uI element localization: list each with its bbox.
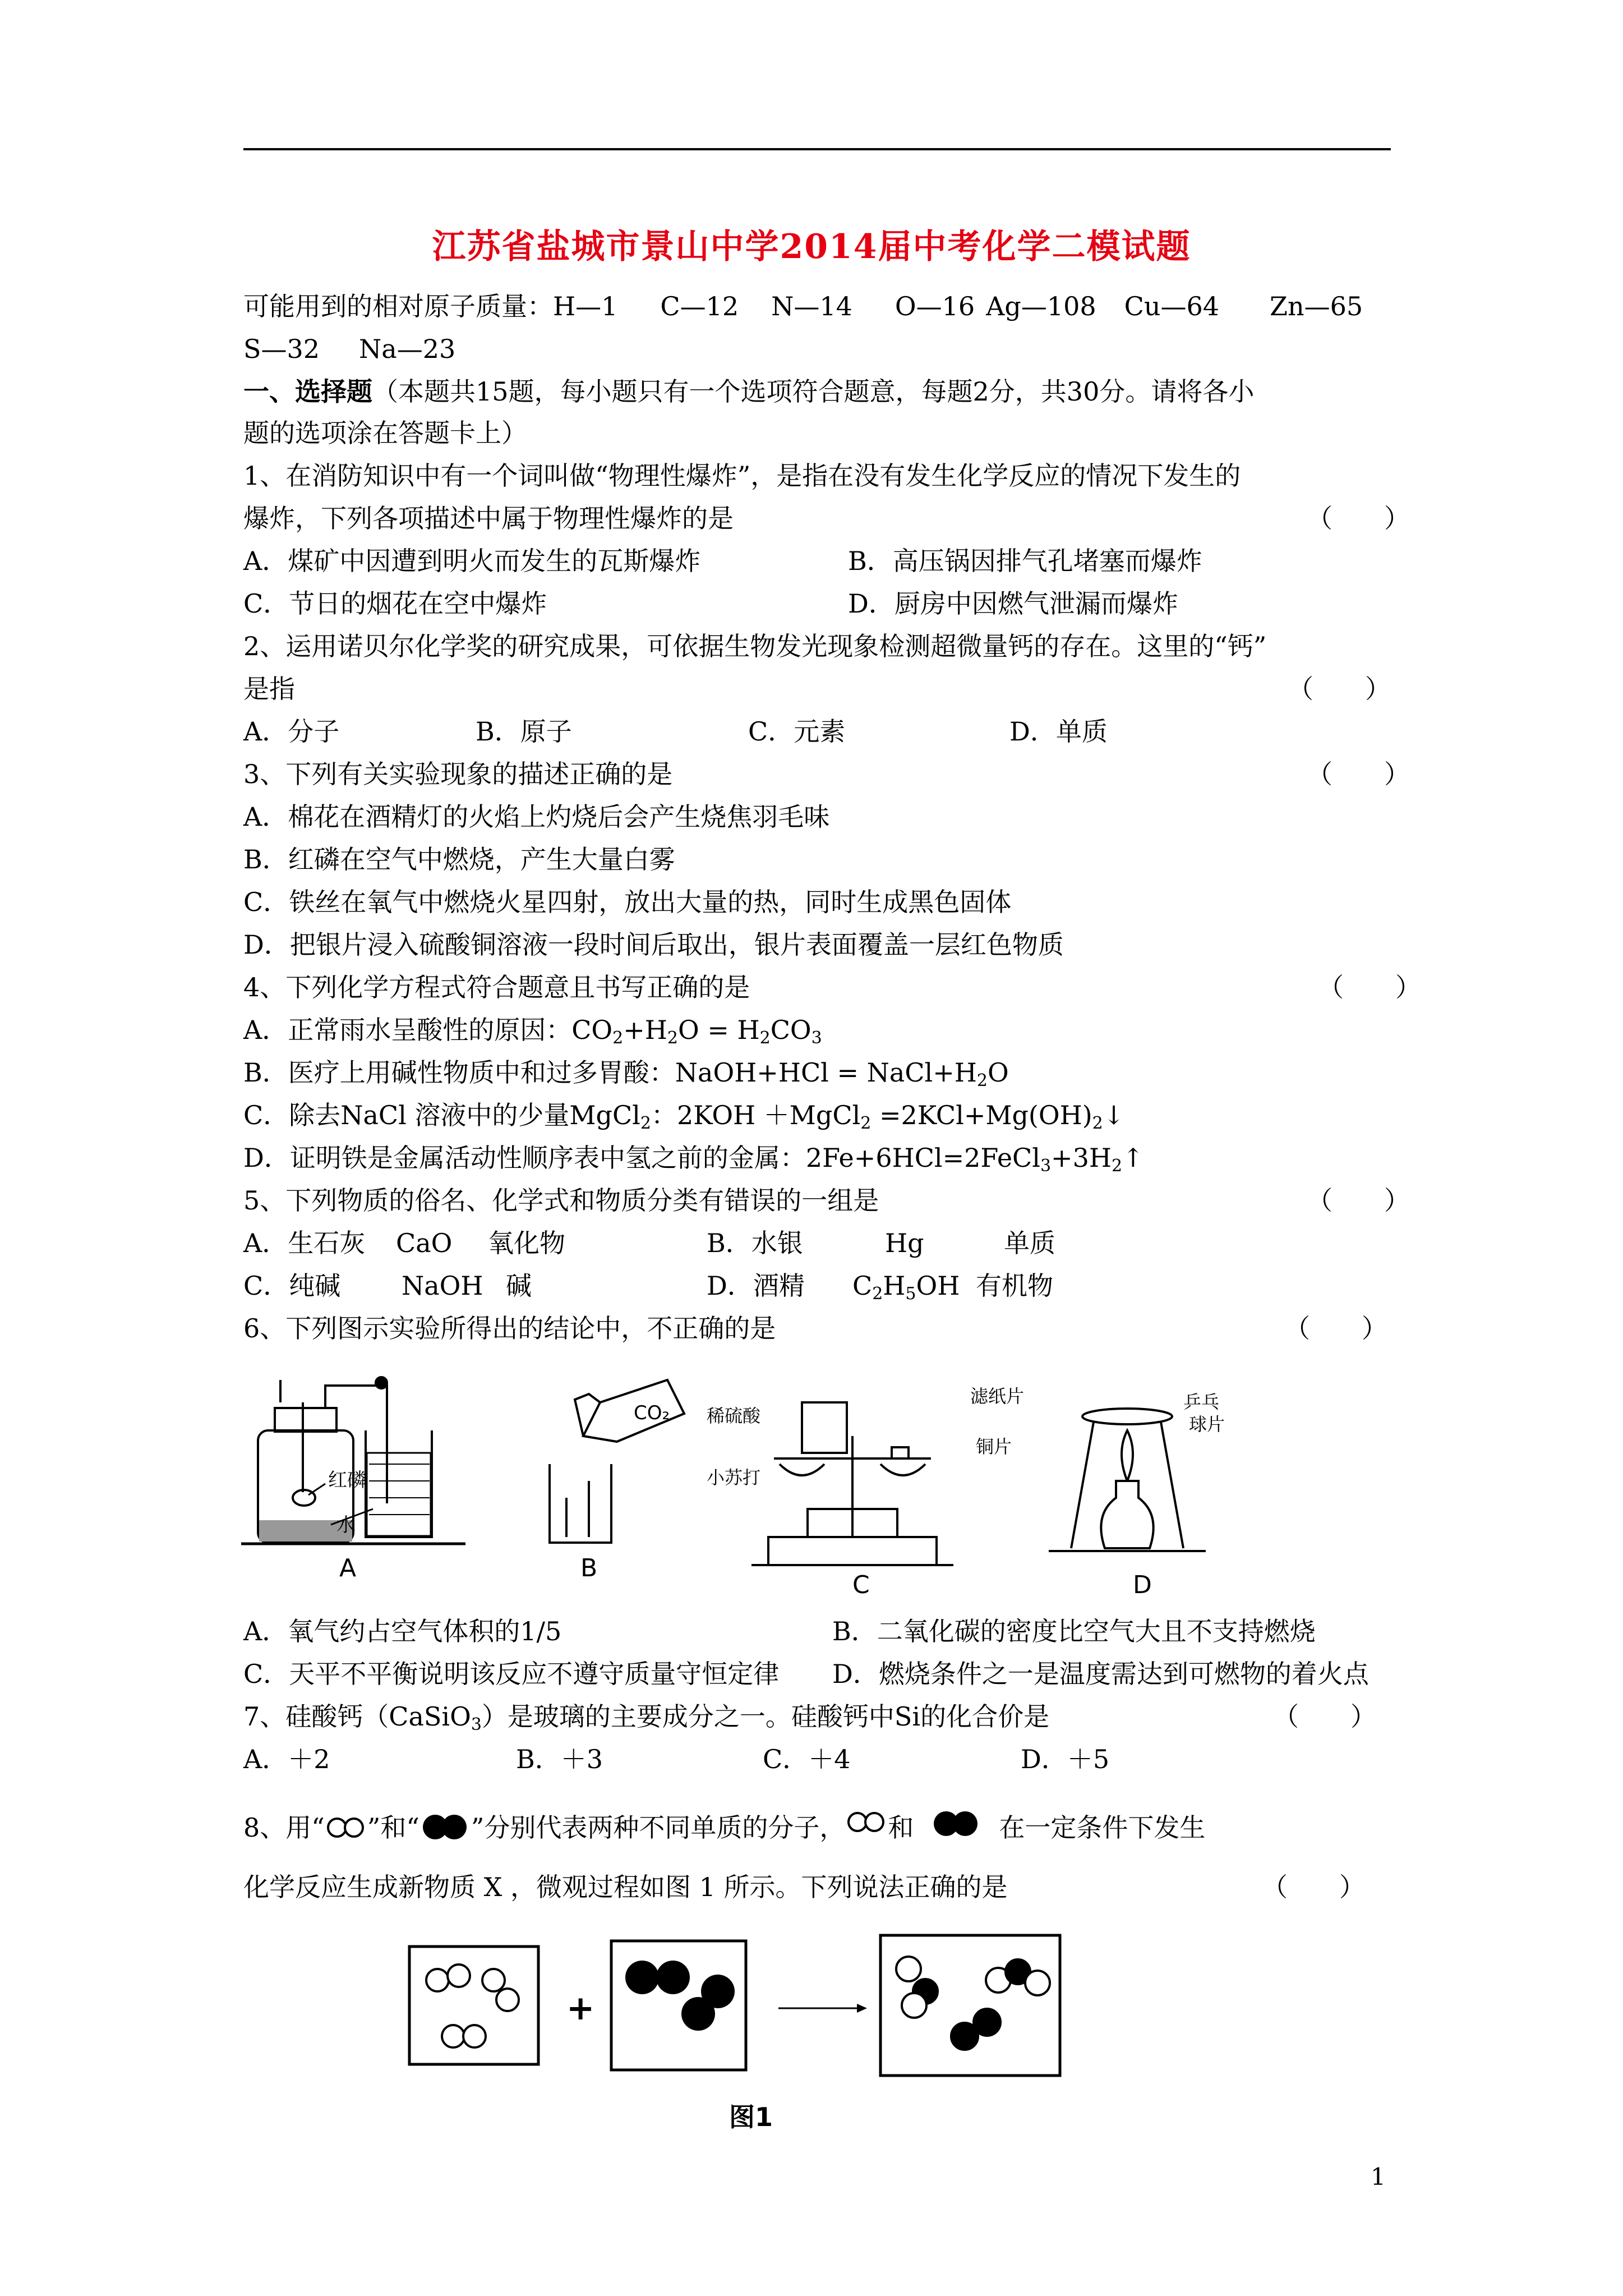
fig-label-a: A	[339, 1554, 357, 1582]
apparatus-c	[751, 1402, 953, 1565]
q7-option-d: D．＋5	[1021, 1744, 1110, 1774]
q4-option-d: D．证明铁是金属活动性顺序表中氢之前的金属：$2Fe+6HCl=2FeCl_3+3H_2↑$	[243, 1143, 1144, 1176]
q1-stem-2: 爆炸，下列各项描述中属于物理性爆炸的是	[243, 503, 734, 533]
page-title: 江苏省盐城市景山中学2014届中考化学二模试题	[432, 227, 1191, 266]
fig-label-red-phosphorus: 红磷	[328, 1469, 366, 1492]
fig-label-pingpong-2: 球片	[1189, 1414, 1225, 1435]
q5-option-b-class: 单质	[1004, 1228, 1055, 1258]
q1-answer-bracket: （ ）	[1307, 503, 1410, 533]
white-molecule-icon	[325, 1816, 367, 1839]
masses-line-2: S—32 Na—23	[243, 334, 456, 364]
q5-stem: 5、下列物质的俗名、化学式和物质分类有错误的一组是	[243, 1185, 879, 1216]
q7-answer-bracket: （ ）	[1273, 1701, 1376, 1732]
q6-option-d: D．燃烧条件之一是温度需达到可燃物的着火点	[832, 1659, 1369, 1689]
q6-option-b: B．二氧化碳的密度比空气大且不支持燃烧	[832, 1616, 1316, 1646]
q6-stem: 6、下列图示实验所得出的结论中，不正确的是	[243, 1313, 776, 1343]
q5-option-d-formula: $C_2H_5OH$	[852, 1271, 960, 1304]
q5-option-a-name: A．生石灰	[243, 1228, 366, 1258]
fig-label-b: B	[580, 1554, 598, 1582]
q5-option-a-formula: CaO	[396, 1228, 453, 1258]
q6-answer-bracket: （ ）	[1284, 1313, 1387, 1343]
q8-answer-bracket: （ ）	[1262, 1872, 1365, 1902]
q5-option-b-name: B．水银	[707, 1228, 803, 1258]
fig-label-dilute-acid: 稀硫酸	[707, 1405, 761, 1427]
q5-option-b-formula: Hg	[885, 1228, 924, 1258]
black-molecule-icon-2	[930, 1810, 982, 1838]
fig-label-baking-soda: 小苏打	[707, 1467, 761, 1488]
page-number: 1	[1371, 2163, 1386, 2191]
fig-label-c: C	[852, 1571, 870, 1599]
q2-answer-bracket: （ ）	[1288, 674, 1391, 704]
section-desc: 题的选项涂在答题卡上）	[243, 418, 527, 448]
white-molecule-icon-2	[845, 1811, 888, 1833]
q3-option-d: D．把银片浸入硫酸铜溶液一段时间后取出，银片表面覆盖一层红色物质	[243, 930, 1064, 960]
q2-stem-2: 是指	[243, 674, 295, 704]
q7-option-a: A．＋2	[243, 1744, 330, 1774]
plus-sign: +	[566, 1989, 595, 2028]
q8-stem-2: 化学反应生成新物质 X ，微观过程如图 1 所示。下列说法正确的是	[243, 1872, 1008, 1902]
q3-answer-bracket: （ ）	[1307, 759, 1410, 789]
q4-option-c: C．除去NaCl 溶液中的少量MgCl$_2$：2KOH ＋MgCl$_2$ $=2KCl+Mg(OH)_2↓$	[243, 1100, 1125, 1133]
q5-option-a-class: 氧化物	[488, 1228, 565, 1258]
fig-label-d: D	[1133, 1571, 1152, 1599]
q5-answer-bracket: （ ）	[1307, 1185, 1410, 1216]
q6-option-c: C．天平不平衡说明该反应不遵守质量守恒定律	[243, 1659, 780, 1689]
q4-answer-bracket: （ ）	[1318, 972, 1421, 1002]
fig-label-water: 水	[336, 1514, 356, 1536]
q3-option-b: B．红磷在空气中燃烧，产生大量白雾	[243, 844, 675, 875]
q5-option-c-formula: NaOH	[402, 1271, 483, 1301]
q5-option-d-name: D．酒精	[707, 1271, 805, 1301]
q5-option-d-class: 有机物	[976, 1271, 1053, 1301]
section-heading: 一、选择题（本题共15题，每小题只有一个选项符合题意，每题2分，共30分。请将各小	[243, 376, 1255, 407]
q3-stem: 3、下列有关实验现象的描述正确的是	[243, 759, 673, 789]
q7-option-c: C．＋4	[763, 1744, 851, 1774]
q1-option-d: D．厨房中因燃气泄漏而爆炸	[848, 588, 1178, 619]
q1-option-a: A．煤矿中因遭到明火而发生的瓦斯爆炸	[243, 546, 701, 576]
q1-option-c: C．节日的烟花在空中爆炸	[243, 588, 547, 619]
q1-option-b: B．高压锅因排气孔堵塞而爆炸	[848, 546, 1202, 576]
fig-label-co2: CO₂	[634, 1402, 670, 1424]
q3-option-a: A．棉花在酒精灯的火焰上灼烧后会产生烧焦羽毛味	[243, 802, 830, 832]
q5-option-c-name: C．纯碱	[243, 1271, 341, 1301]
q7-option-b: B．＋3	[516, 1744, 603, 1774]
apparatus-d	[1049, 1409, 1206, 1551]
q4-option-b: B．医疗上用碱性物质中和过多胃酸：NaOH+HCl = $NaCl+H_2O$	[243, 1057, 1009, 1091]
q4-stem: 4、下列化学方程式符合题意且书写正确的是	[243, 972, 750, 1002]
q2-stem-1: 2、运用诺贝尔化学奖的研究成果，可依据生物发光现象检测超微量钙的存在。这里的“钙”	[243, 631, 1267, 661]
q5-option-c-class: 碱	[506, 1271, 532, 1301]
q2-option-d: D．单质	[1009, 716, 1108, 747]
masses-line-1: 可能用到的相对原子质量：H—1 C—12 N—14 O—16 Ag—108 Cu—64 Zn—65	[243, 291, 1363, 321]
header-rule	[243, 148, 1391, 150]
q4-option-a: A．正常雨水呈酸性的原因：$CO_2+H_2O = H_2CO_3$	[243, 1015, 822, 1048]
q2-option-b: B．原子	[476, 716, 572, 747]
fig-label-copper-sheet: 铜片	[976, 1436, 1012, 1457]
figure-1-label: 图1	[729, 2102, 773, 2132]
q3-option-c: C．铁丝在氧气中燃烧火星四射，放出大量的热，同时生成黑色固体	[243, 887, 1012, 917]
fig-label-filter-paper: 滤纸片	[970, 1386, 1025, 1407]
fig-label-pingpong-1: 乒乓	[1183, 1391, 1220, 1412]
q1-stem-1: 1、在消防知识中有一个词叫做“物理性爆炸”，是指在没有发生化学反应的情况下发生的	[243, 461, 1241, 491]
q2-option-c: C．元素	[748, 716, 846, 747]
q6-option-a: A．氧气约占空气体积的1/5	[243, 1616, 562, 1646]
q8-figure-1	[393, 1930, 1133, 2154]
q7-stem: 7、硅酸钙（CaSiO$_3$）是玻璃的主要成分之一。硅酸钙中Si的化合价是	[243, 1701, 1050, 1734]
black-molecule-icon	[419, 1813, 471, 1841]
q2-option-a: A．分子	[243, 716, 340, 747]
q6-figure	[241, 1369, 1385, 1604]
q8-stem-1: 8、用“ ”和“ ”分别代表两种不同单质的分子， 和 在一定条件下发生	[243, 1810, 1205, 1843]
